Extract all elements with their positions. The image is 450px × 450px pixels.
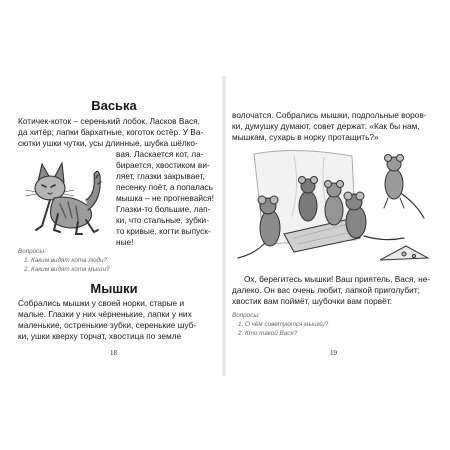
text-line: ки, ушки кверху торчат, хвостица по земле — [18, 331, 182, 341]
text-line: ные! — [116, 237, 134, 247]
cat-illustration — [12, 154, 108, 240]
questions-block-vaska — [18, 247, 109, 274]
text-line: то кривые, когти выпуск- — [116, 226, 211, 236]
question-item: 1. О чём советуются мышки? — [238, 321, 329, 328]
text-line: мышкам, сухарь в норку протащить?» — [232, 132, 379, 142]
right-page — [228, 76, 442, 376]
myshki-paragraph — [18, 298, 196, 342]
text-line: песенку поёт, а попалась — [116, 182, 213, 192]
text-line: Ох, берегитесь мышки! Ваш приятель, Вася, не- — [244, 274, 431, 284]
question-item: 1. Каким видят кота люди? — [24, 257, 108, 264]
text-line: Собрались мышки у своей норки, старые и — [18, 298, 185, 308]
left-page — [8, 76, 220, 376]
text-line: ки, думушку думают, совет держат: «Как бы нам, — [232, 121, 420, 131]
text-line: волочатся. Собрались мышки, подпольные воров- — [232, 110, 427, 120]
text-line: вая. Ласкается кот, ла- — [116, 149, 204, 159]
questions-label: Вопросы: — [232, 312, 260, 319]
text-line: сютки ушки чутки, усы длинные, шубка шёлко- — [18, 138, 198, 148]
story-title-vaska: Васька — [91, 98, 137, 113]
question-item: 2. Каким видят кота мыши? — [24, 266, 110, 273]
text-line: Котичек-коток – серенький лобок. Ласков Вася, — [18, 116, 200, 126]
mice-illustration — [234, 148, 434, 270]
text-line: Глазки-то большие, лап- — [116, 204, 211, 214]
page-number: 18 — [110, 349, 117, 357]
questions-block-myshki — [232, 311, 328, 338]
text-line: маленькие, остренькие зубки, серенькие шуб- — [18, 320, 197, 330]
text-line: далеко. Он вас очень любит, лапкой приголубит; — [232, 285, 420, 295]
text-line: ляет, глазки закрывает, — [116, 171, 205, 181]
page-number: 19 — [330, 349, 337, 357]
text-line: малые. Глазки у них чёрненькие, лапки у них — [18, 309, 192, 319]
warning-paragraph — [232, 274, 430, 307]
question-item: 2. Кто такой Вася? — [238, 330, 298, 337]
text-line: да хитёр; лапки бархатные, коготок остёр. У Ва- — [18, 127, 204, 137]
myshki-continued-paragraph — [232, 110, 427, 143]
text-line: хвостик вам поймёт, шубочки вам порвёт. — [232, 296, 392, 306]
book-spine — [221, 76, 227, 376]
story-title-myshki: Мышки — [90, 281, 138, 296]
questions-label: Вопросы: — [18, 248, 46, 255]
text-line: мышка – не прогневайся! — [116, 193, 214, 203]
text-line: бирается, хвостиком ви- — [116, 160, 210, 170]
text-line: ки, что стальные, зубки- — [116, 215, 209, 225]
